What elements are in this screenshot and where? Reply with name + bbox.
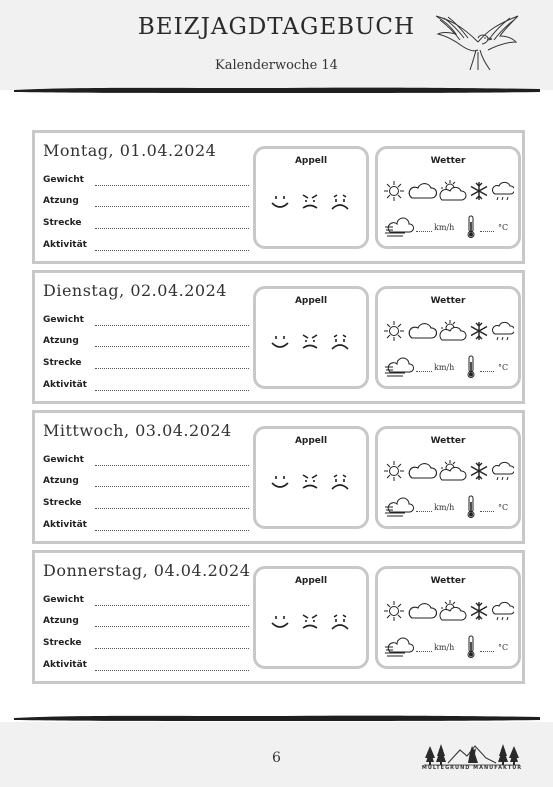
feed-row: [43, 476, 243, 490]
angry-face-icon[interactable]: [303, 615, 317, 628]
temp-unit: °C: [498, 363, 509, 372]
sun-cloud-icon[interactable]: [440, 460, 466, 480]
weather-box: [375, 146, 521, 249]
weather-icons: [384, 459, 514, 483]
activity-row: [43, 520, 243, 534]
appell-title: Appell: [294, 576, 328, 586]
wind-icon[interactable]: [384, 495, 416, 519]
wind-speed-field[interactable]: [416, 651, 432, 652]
activity-label: Aktivität: [43, 660, 87, 670]
wind-unit: km/h: [434, 643, 455, 652]
day-title: Donnerstag, 04.04.2024: [43, 561, 251, 580]
snowflake-icon[interactable]: [471, 602, 487, 620]
snowflake-icon[interactable]: [471, 462, 487, 480]
sad-face-icon[interactable]: [332, 615, 348, 629]
sun-icon[interactable]: [384, 601, 404, 621]
day-card-tuesday: [32, 270, 525, 404]
weight-row: [43, 595, 243, 609]
rain-cloud-icon[interactable]: [493, 602, 514, 620]
temp-unit: °C: [498, 223, 509, 232]
sun-cloud-icon[interactable]: [440, 320, 466, 340]
smile-face-icon[interactable]: [272, 336, 288, 347]
wind-unit: km/h: [434, 503, 455, 512]
weight-field[interactable]: [95, 325, 249, 326]
day-title: Montag, 01.04.2024: [43, 141, 217, 160]
feed-field[interactable]: [95, 486, 249, 487]
rain-cloud-icon[interactable]: [493, 182, 514, 200]
weather-title: Wetter: [430, 436, 466, 446]
feed-row: [43, 336, 243, 350]
angry-face-icon[interactable]: [303, 195, 317, 208]
activity-label: Aktivität: [43, 520, 87, 530]
weather-measure-row: [384, 215, 518, 239]
thermometer-icon[interactable]: [466, 495, 476, 519]
activity-label: Aktivität: [43, 240, 87, 250]
appell-box: [253, 146, 369, 249]
wind-icon[interactable]: [384, 355, 416, 379]
wind-speed-field[interactable]: [416, 371, 432, 372]
distance-label: Strecke: [43, 218, 82, 228]
day-card-monday: [32, 130, 525, 264]
sad-face-icon[interactable]: [332, 195, 348, 209]
smile-face-icon[interactable]: [272, 476, 288, 487]
thermometer-icon[interactable]: [466, 635, 476, 659]
temp-unit: °C: [498, 643, 509, 652]
wind-unit: km/h: [434, 363, 455, 372]
wind-icon[interactable]: [384, 215, 416, 239]
appell-title: Appell: [294, 296, 328, 306]
weather-title: Wetter: [430, 296, 466, 306]
smile-face-icon[interactable]: [272, 616, 288, 627]
activity-field[interactable]: [95, 530, 249, 531]
weight-field[interactable]: [95, 185, 249, 186]
sun-icon[interactable]: [384, 461, 404, 481]
weather-icons: [384, 179, 514, 203]
weather-measure-row: [384, 635, 518, 659]
sun-cloud-icon[interactable]: [440, 180, 466, 200]
brush-divider-top: [12, 85, 542, 95]
sad-face-icon[interactable]: [332, 475, 348, 489]
day-title: Dienstag, 02.04.2024: [43, 281, 227, 300]
day-card-thursday: [32, 550, 525, 684]
appell-faces: [268, 331, 358, 353]
distance-label: Strecke: [43, 638, 82, 648]
cloud-icon[interactable]: [409, 324, 436, 338]
distance-row: [43, 638, 243, 652]
weight-row: [43, 455, 243, 469]
weight-label: Gewicht: [43, 175, 84, 185]
sun-cloud-icon[interactable]: [440, 600, 466, 620]
logo-text: MULTEGRUND MANUFAKTUR: [421, 765, 523, 771]
feed-field[interactable]: [95, 206, 249, 207]
distance-row: [43, 218, 243, 232]
weather-measure-row: [384, 495, 518, 519]
appell-box: [253, 286, 369, 389]
weight-row: [43, 315, 243, 329]
temperature-field[interactable]: [480, 371, 494, 372]
feed-label: Atzung: [43, 616, 79, 626]
appell-box: [253, 426, 369, 529]
appell-faces: [268, 471, 358, 493]
angry-face-icon[interactable]: [303, 475, 317, 488]
weather-box: [375, 286, 521, 389]
activity-field[interactable]: [95, 670, 249, 671]
thermometer-icon[interactable]: [466, 355, 476, 379]
weather-title: Wetter: [430, 156, 466, 166]
weather-box: [375, 566, 521, 669]
feed-label: Atzung: [43, 196, 79, 206]
weight-label: Gewicht: [43, 315, 84, 325]
cloud-icon[interactable]: [409, 604, 436, 618]
distance-field[interactable]: [95, 228, 249, 229]
sun-icon[interactable]: [384, 321, 404, 341]
wind-speed-field[interactable]: [416, 231, 432, 232]
activity-field[interactable]: [95, 390, 249, 391]
feed-field[interactable]: [95, 346, 249, 347]
feed-row: [43, 196, 243, 210]
page-subtitle: Kalenderwoche 14: [215, 58, 338, 73]
appell-title: Appell: [294, 156, 328, 166]
wind-speed-field[interactable]: [416, 511, 432, 512]
weight-row: [43, 175, 243, 189]
page-number: 6: [272, 750, 281, 766]
appell-title: Appell: [294, 436, 328, 446]
distance-row: [43, 498, 243, 512]
feed-row: [43, 616, 243, 630]
weight-label: Gewicht: [43, 595, 84, 605]
page-title: BEIZJAGDTAGEBUCH: [137, 14, 416, 40]
appell-faces: [268, 611, 358, 633]
distance-label: Strecke: [43, 498, 82, 508]
sun-icon[interactable]: [384, 181, 404, 201]
activity-field[interactable]: [95, 250, 249, 251]
temperature-field[interactable]: [480, 231, 494, 232]
snowflake-icon[interactable]: [471, 322, 487, 340]
weather-box: [375, 426, 521, 529]
weather-icons: [384, 599, 514, 623]
distance-row: [43, 358, 243, 372]
angry-face-icon[interactable]: [303, 335, 317, 348]
sad-face-icon[interactable]: [332, 335, 348, 349]
feed-label: Atzung: [43, 476, 79, 486]
temperature-field[interactable]: [480, 651, 494, 652]
activity-row: [43, 660, 243, 674]
cloud-icon[interactable]: [409, 464, 436, 478]
distance-field[interactable]: [95, 368, 249, 369]
day-title: Mittwoch, 03.04.2024: [43, 421, 232, 440]
wind-unit: km/h: [434, 223, 455, 232]
weather-icons: [384, 319, 514, 343]
weight-field[interactable]: [95, 605, 249, 606]
activity-row: [43, 240, 243, 254]
thermometer-icon[interactable]: [466, 215, 476, 239]
eagle-icon: [432, 12, 524, 72]
temp-unit: °C: [498, 503, 509, 512]
weight-label: Gewicht: [43, 455, 84, 465]
distance-field[interactable]: [95, 508, 249, 509]
rain-cloud-icon[interactable]: [493, 322, 514, 340]
activity-row: [43, 380, 243, 394]
snowflake-icon[interactable]: [471, 182, 487, 200]
weight-field[interactable]: [95, 465, 249, 466]
appell-box: [253, 566, 369, 669]
feed-label: Atzung: [43, 336, 79, 346]
weather-measure-row: [384, 355, 518, 379]
smile-face-icon[interactable]: [272, 196, 288, 207]
temperature-field[interactable]: [480, 511, 494, 512]
rain-cloud-icon[interactable]: [493, 462, 514, 480]
distance-label: Strecke: [43, 358, 82, 368]
feed-field[interactable]: [95, 626, 249, 627]
activity-label: Aktivität: [43, 380, 87, 390]
day-card-wednesday: [32, 410, 525, 544]
distance-field[interactable]: [95, 648, 249, 649]
forest-wolf-logo-icon: [420, 738, 524, 780]
appell-faces: [268, 191, 358, 213]
wind-icon[interactable]: [384, 635, 416, 659]
cloud-icon[interactable]: [409, 184, 436, 198]
weather-title: Wetter: [430, 576, 466, 586]
